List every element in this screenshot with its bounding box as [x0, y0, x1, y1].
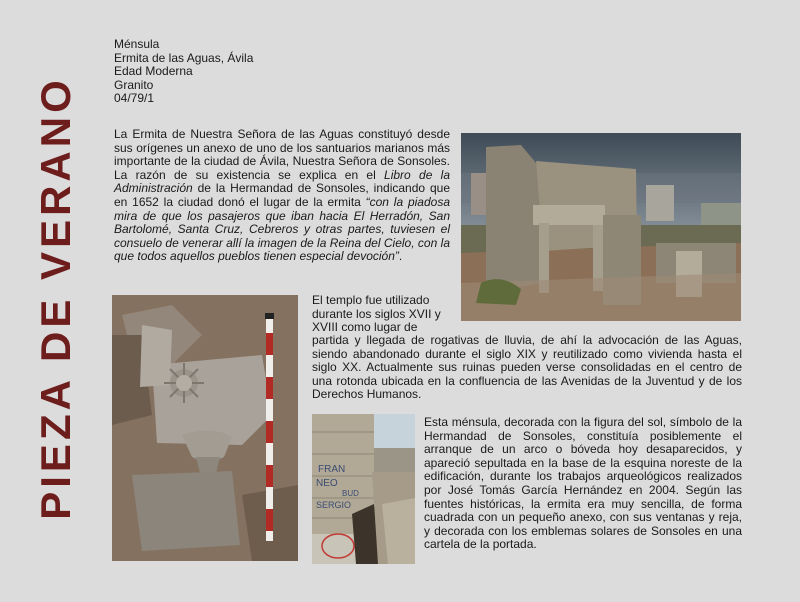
paragraph-corbel-description: Esta ménsula, decorada con la figura del sol, símbolo de la Hermandad de Sonsoles, constituía posiblemente el arranque de un arco o bóveda hoy desaparecidos, y apareció sepultada en la base de la esquina noreste de la edificación, durante los trabajos arqueológicos realizados por José Tomás García Hernández en 2004. Según las fuentes históricas, la ermita era muy sencilla, de forma cuadrada con un pequeño anexo, con sus ventanas y reja, y decorada con los emblemas solares de Sonsoles en una cartela de la portada.: [424, 415, 742, 552]
page-title: PIEZA DE VERANO: [32, 76, 79, 520]
graffiti-fran: FRAN: [318, 464, 346, 475]
book-title: Libro de la Administración: [114, 167, 450, 196]
meta-material: Granito: [114, 77, 154, 92]
historical-quote: “con la piadosa mira de que los pasajeros que iban hacia El Herradón, San Bartolomé, Santa Cruz, Cebreros y otras partes, tuviesen el consuelo de venerar allí la imagen de la Reina del Cielo, con la que todos aquellos pueblos tienen especial devoción”: [114, 194, 450, 264]
graffiti-neo: NEO: [316, 478, 338, 489]
paragraph-history: La Ermita de Nuestra Señora de las Aguas constituyó desde sus orígenes un anexo de uno de los santuarios marianos más importante de la ciudad de Ávila, Nuestra Señora de Sonsoles. La razón de su existencia se explica en el Libro de la Administración de la Hermandad de Sonsoles, indicando que en 1652 la ciudad donó el lugar de la ermita “con la piadosa mira de que los pasajeros que iban hacia El Herradón, San Bartolomé, Santa Cruz, Cebreros y otras partes, tuviesen el consuelo de venerar allí la imagen de la Reina del Cielo, con la que todos aquellos pueblos tienen especial devoción”.: [114, 127, 450, 264]
paragraph-usage: partida y llegada de rogativas de lluvia, de ahí la advocación de las Aguas, siendo abandonado durante el siglo XIX y reutilizado como vivienda hasta el siglo XX. Actualmente sus ruinas pueden verse consolidadas en el centro de una rotonda ubicada en la confluencia de las Avenidas de la Juventud y de los Derechos Humanos.: [312, 333, 742, 402]
graffiti-sergio: SERGIO: [316, 500, 352, 510]
meta-object-type: Ménsula: [114, 37, 160, 51]
vertical-title: [6, 38, 106, 558]
meta-period: Edad Moderna: [114, 64, 193, 78]
meta-location: Ermita de las Aguas, Ávila: [114, 50, 254, 65]
paragraph-usage-start: El templo fue utilizado durante los siglos XVII y XVIII como lugar de: [312, 293, 441, 335]
meta-inventory-number: 04/79/1: [114, 91, 155, 105]
graffiti-bud: BUD: [342, 489, 359, 498]
excavation-corner-photo: [312, 414, 415, 564]
hermitage-ruins-photo: [461, 133, 741, 321]
object-metadata: [114, 38, 253, 106]
corbel-sun-emblem-photo: [112, 295, 298, 561]
